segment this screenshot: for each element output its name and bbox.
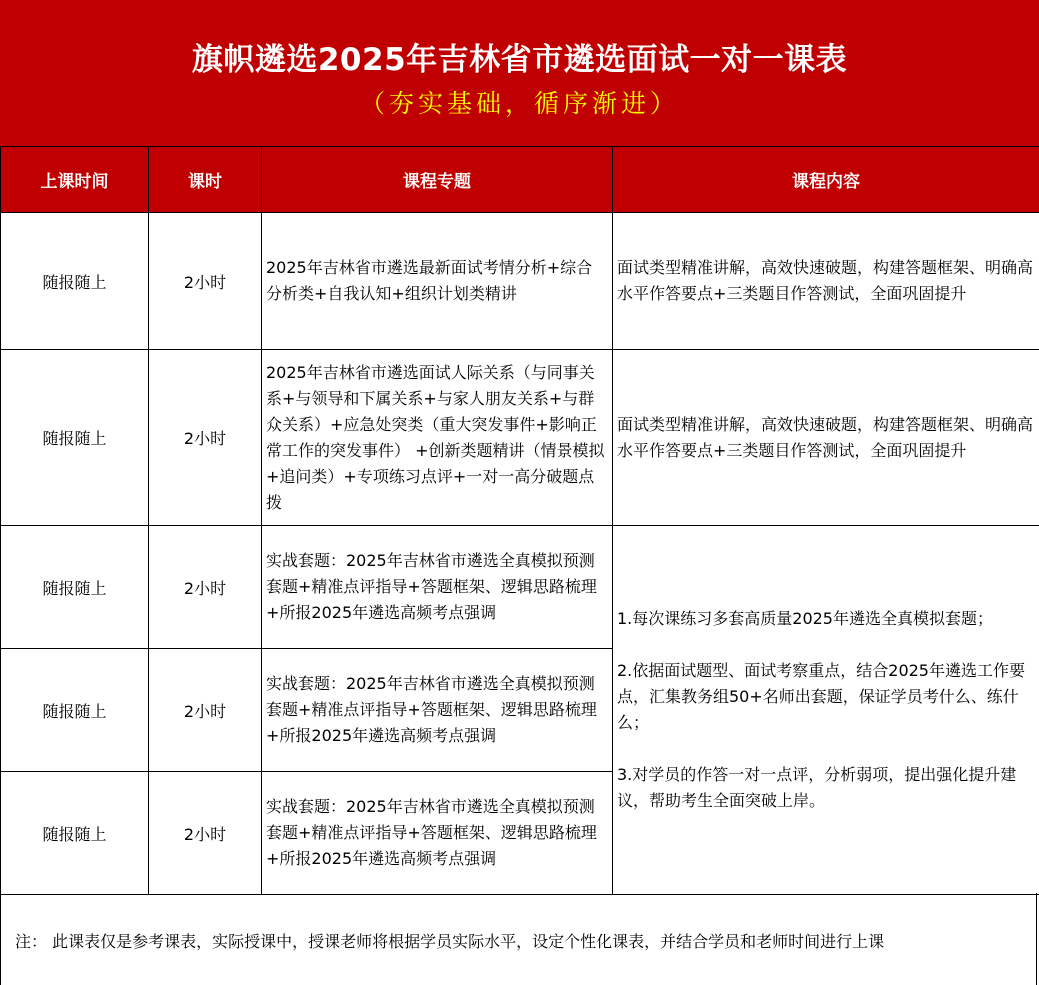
content-item: 1.每次课练习多套高质量2025年遴选全真模拟套题； <box>617 609 993 628</box>
footnote-box <box>0 893 1037 985</box>
row-topic: 实战套题：2025年吉林省市遴选全真模拟预测套题+精准点评指导+答题框架、逻辑思路梳理+所报2025年遴选高频考点强调 <box>262 649 613 772</box>
row-hours: 2小时 <box>149 350 262 526</box>
content-item: 2.依据面试题型、面试考察重点，结合2025年遴选工作要点，汇集教务组50+名师出套题，保证学员考什么、练什么； <box>617 661 1025 732</box>
schedule-table <box>0 146 1039 895</box>
row-topic: 实战套题：2025年吉林省市遴选全真模拟预测套题+精准点评指导+答题框架、逻辑思路梳理+所报2025年遴选高频考点强调 <box>262 526 613 649</box>
column-header-topic: 课程专题 <box>262 147 613 213</box>
page-title: 旗帜遴选2025年吉林省市遴选面试一对一课表 <box>191 42 848 78</box>
row-topic: 2025年吉林省市遴选最新面试考情分析+综合分析类+自我认知+组织计划类精讲 <box>262 213 613 350</box>
row-content: 面试类型精准讲解，高效快速破题，构建答题框架、明确高水平作答要点+三类题目作答测试，全面巩固提升 <box>613 350 1039 526</box>
row-topic: 实战套题：2025年吉林省市遴选全真模拟预测套题+精准点评指导+答题框架、逻辑思路梳理+所报2025年遴选高频考点强调 <box>262 772 613 895</box>
row-topic: 2025年吉林省市遴选面试人际关系（与同事关系+与领导和下属关系+与家人朋友关系+与群众关系）+应急处突类（重大突发事件+影响正常工作的突发事件） +创新类题精讲（情景模拟+追问类）+专项练习点评+一对一高分破题点拨 <box>262 350 613 526</box>
table-row <box>1 213 1039 350</box>
row-time: 随报随上 <box>1 772 149 895</box>
footnote-text: 注： 此课表仅是参考课表，实际授课中，授课老师将根据学员实际水平，设定个性化课表，并结合学员和老师时间进行上课 <box>15 932 885 951</box>
content-item: 3.对学员的作答一对一点评，分析弱项，提出强化提升建议，帮助考生全面突破上岸。 <box>617 765 1017 810</box>
row-hours: 2小时 <box>149 526 262 649</box>
table-row <box>1 350 1039 526</box>
header-banner <box>0 0 1039 146</box>
column-header-content: 课程内容 <box>613 147 1039 213</box>
row-time: 随报随上 <box>1 649 149 772</box>
page-subtitle: （夯实基础，循序渐进） <box>359 89 679 118</box>
merged-content-cell <box>613 526 1039 895</box>
row-time: 随报随上 <box>1 526 149 649</box>
row-hours: 2小时 <box>149 213 262 350</box>
row-content: 面试类型精准讲解，高效快速破题，构建答题框架、明确高水平作答要点+三类题目作答测试，全面巩固提升 <box>613 213 1039 350</box>
row-time: 随报随上 <box>1 213 149 350</box>
row-time: 随报随上 <box>1 350 149 526</box>
table-row <box>1 526 1039 649</box>
column-header-hours: 课时 <box>149 147 262 213</box>
row-hours: 2小时 <box>149 772 262 895</box>
table-header-row <box>1 147 1039 213</box>
column-header-time: 上课时间 <box>1 147 149 213</box>
row-hours: 2小时 <box>149 649 262 772</box>
